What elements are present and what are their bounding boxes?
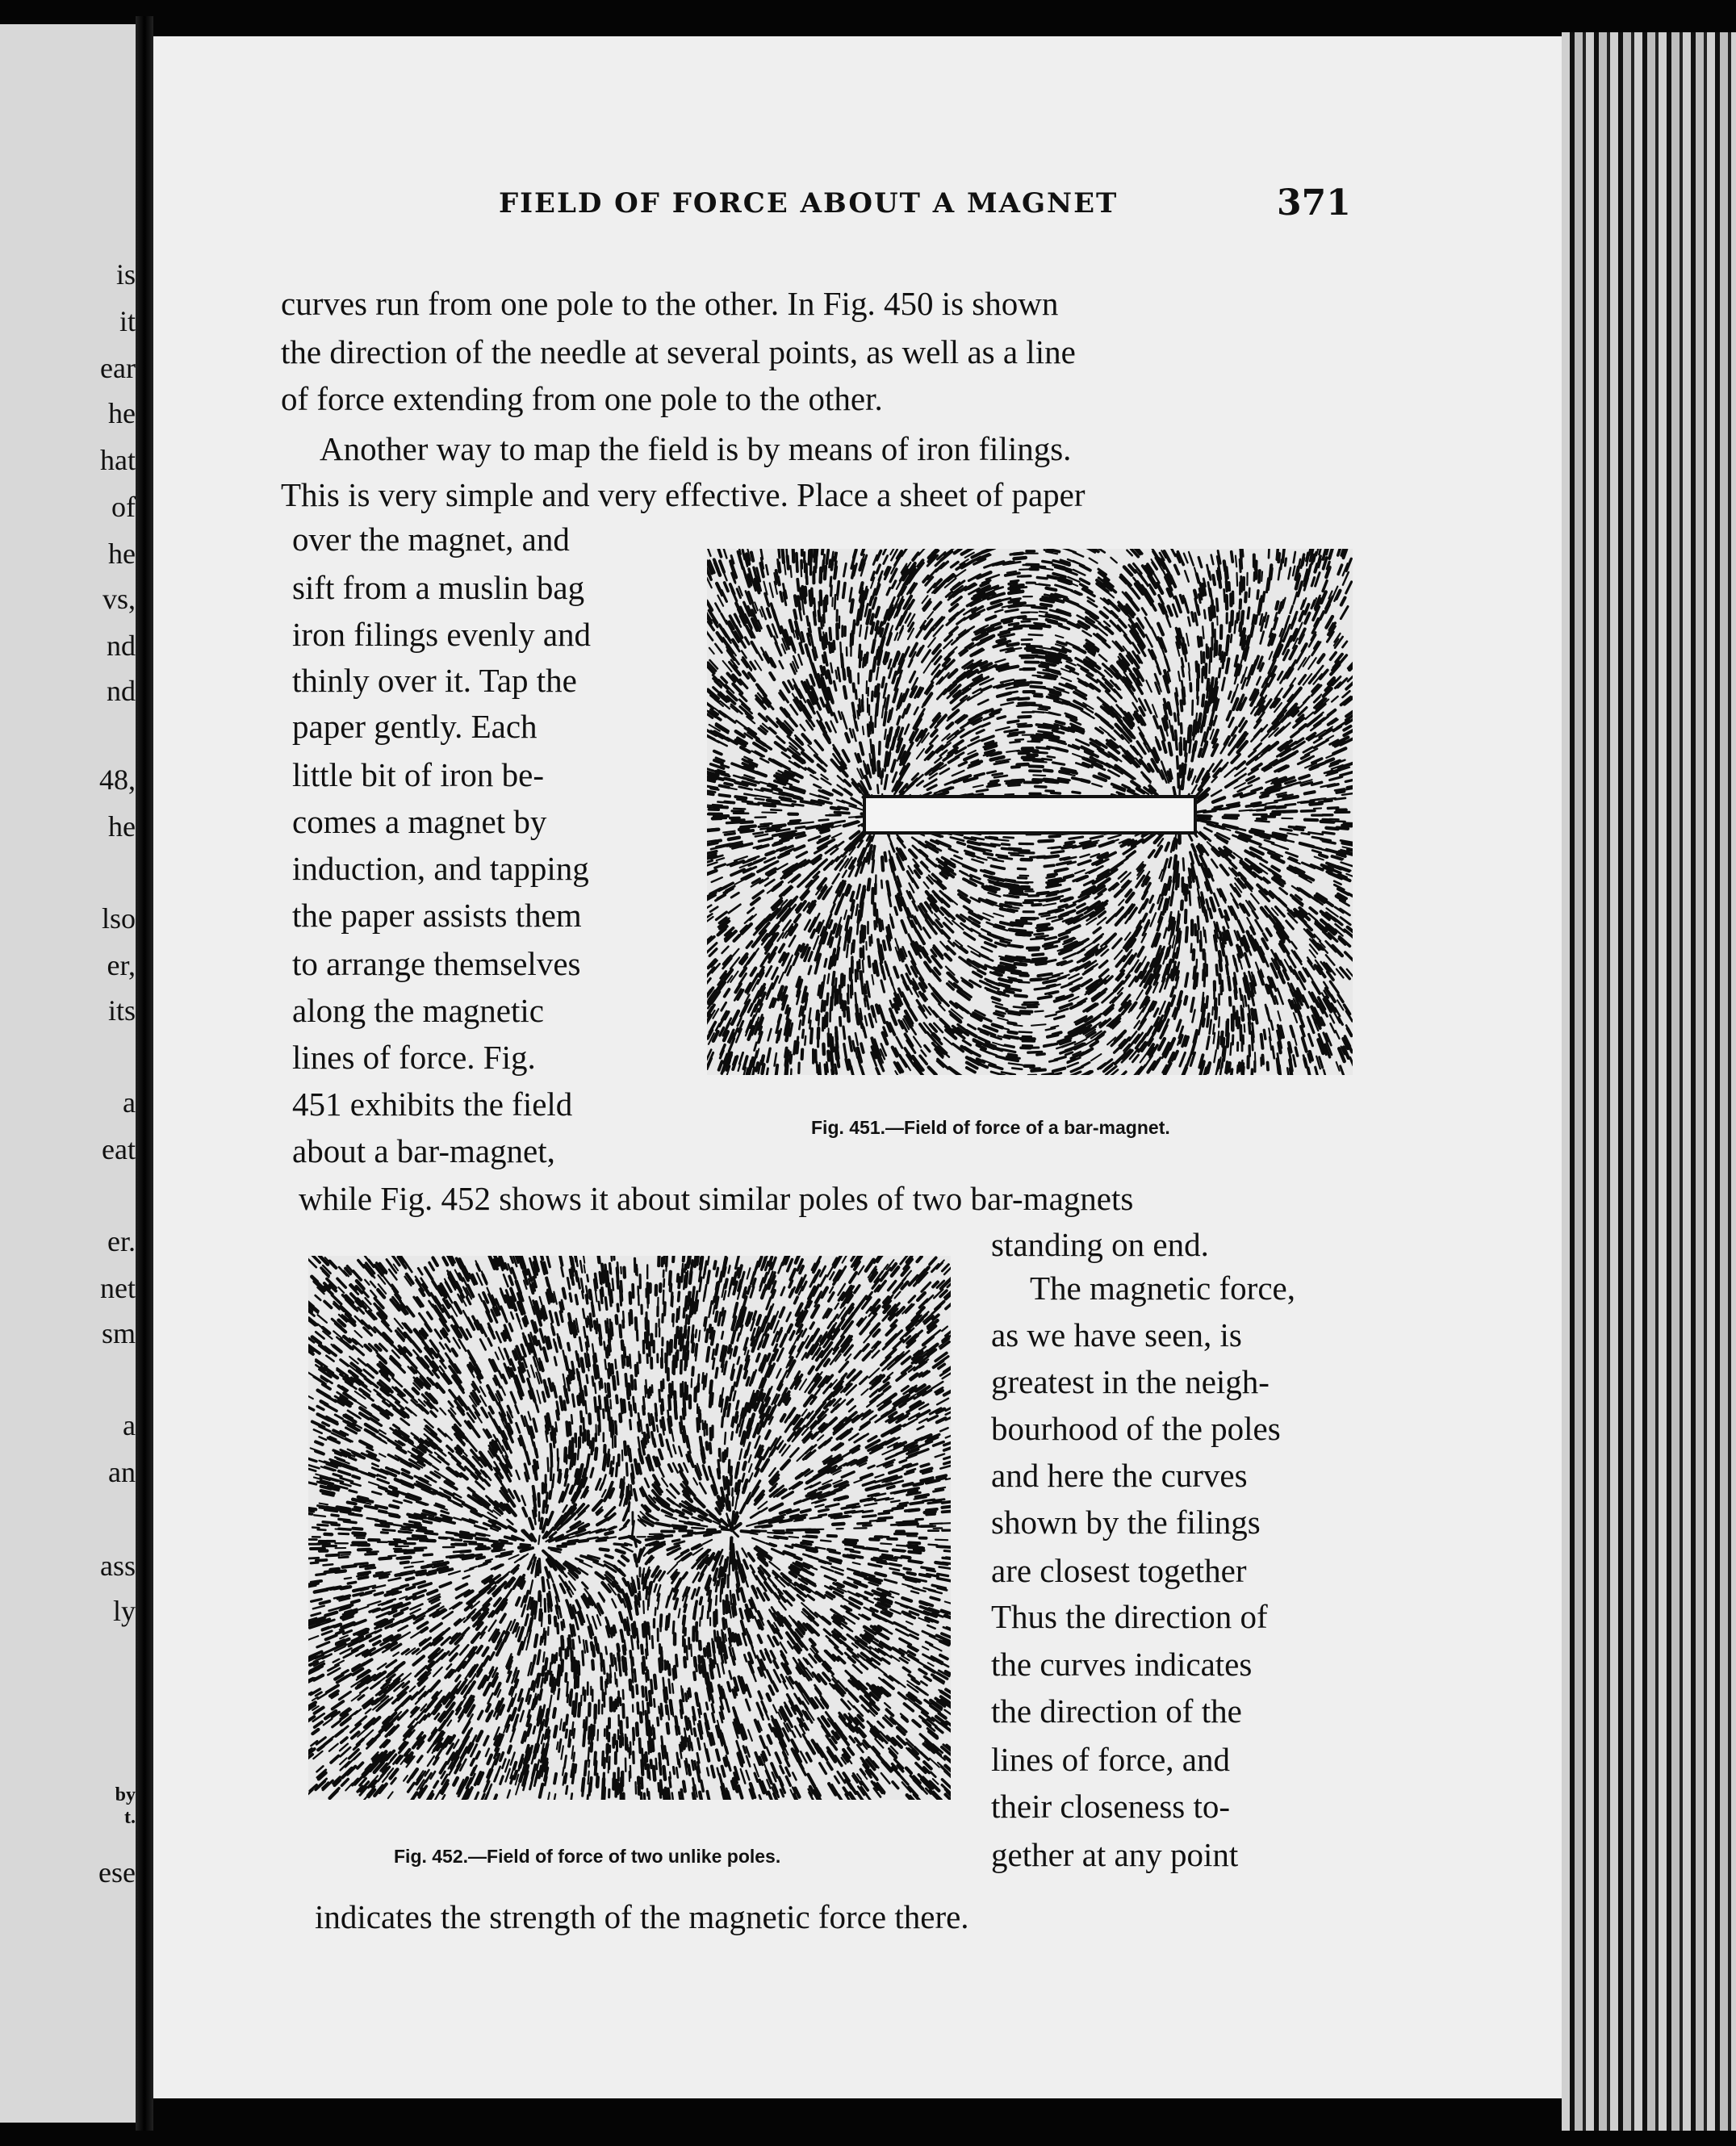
previous-page-fragment: a [123,1086,136,1119]
body-line: comes a magnet by [292,803,547,840]
previous-page-fragment: lso [101,902,136,935]
previous-page-fragment: it [119,305,136,337]
figure-451-bar-magnet-field [707,549,1353,1075]
body-line: This is very simple and very effective. Place a sheet of paper [281,476,1086,513]
body-line: induction, and tapping [292,850,589,887]
body-line: thinly over it. Tap the [292,662,577,699]
previous-page-fragment: ass [100,1550,136,1582]
previous-page-fragment: vs, [102,583,136,615]
iron-filings-bar-magnet-illustration [707,549,1353,1075]
previous-page-fragment: an [108,1456,136,1488]
body-line: of force extending from one pole to the other. [281,380,883,417]
previous-page-fragment: sm [101,1317,136,1349]
previous-page-fragment: he [108,538,136,570]
body-line: the direction of the [991,1692,1242,1730]
body-line: as we have seen, is [991,1316,1242,1353]
body-line: while Fig. 452 shows it about similar poles of two bar-magnets [299,1180,1134,1217]
body-line: the curves indicates [991,1646,1253,1683]
body-line: indicates the strength of the magnetic force there. [315,1898,969,1935]
body-line: lines of force. Fig. [292,1039,536,1076]
running-head: FIELD OF FORCE ABOUT A MAGNET [499,187,1119,220]
bar-magnet-shape [864,797,1195,833]
body-line: paper gently. Each [292,708,538,745]
previous-page-fragment: eat [102,1133,136,1165]
book-gutter [136,16,153,2131]
body-line: Another way to map the field is by means of iron filings. [320,430,1072,467]
previous-page-fragment: its [107,994,136,1027]
body-line: the paper assists them [292,897,582,934]
figure-452-caption: Fig. 452.—Field of force of two unlike poles. [394,1846,781,1867]
body-line: greatest in the neigh- [991,1363,1270,1400]
body-line: shown by the filings [991,1504,1261,1541]
page-number: 371 [1277,182,1351,224]
body-line: sift from a muslin bag [292,569,585,606]
previous-page-fragment: nd [107,675,136,707]
previous-page-fragment: net [100,1272,136,1304]
figure-452-two-poles-field [308,1256,951,1800]
previous-page-fragment: he [108,397,136,429]
body-line: about a bar-magnet, [292,1132,555,1169]
body-line: the direction of the needle at several points, as well as a line [281,333,1076,370]
body-line: over the magnet, and [292,521,570,558]
body-line: iron filings evenly and [292,616,592,653]
body-line: and here the curves [991,1457,1248,1494]
previous-page-edge [0,24,136,2123]
body-line: 451 exhibits the field [292,1086,573,1123]
previous-page-fragment: t. [124,1807,136,1828]
iron-filings-two-poles-illustration [308,1256,951,1800]
previous-page-fragment: ese [98,1856,136,1889]
previous-page-fragment: of [111,491,136,523]
body-line: standing on end. [991,1226,1209,1263]
body-line: bourhood of the poles [991,1410,1281,1447]
body-line: along the magnetic [292,992,544,1029]
figure-451-caption: Fig. 451.—Field of force of a bar-magnet. [811,1117,1170,1138]
body-line: lines of force, and [991,1741,1230,1778]
page-stack-edge [1562,32,1736,2131]
previous-page-fragment: er. [107,1225,136,1257]
body-line: are closest together [991,1552,1247,1589]
body-line: little bit of iron be- [292,756,544,793]
previous-page-fragment: by [115,1784,136,1805]
body-line: gether at any point [991,1836,1239,1873]
body-line: Thus the direction of [991,1598,1268,1635]
previous-page-fragment: hat [100,444,136,476]
previous-page-fragment: he [108,810,136,843]
previous-page-fragment: a [123,1409,136,1441]
previous-page-fragment: 48, [99,763,136,796]
previous-page-fragment: ear [100,352,136,384]
body-line: their closeness to- [991,1788,1231,1825]
previous-page-fragment: er, [107,949,136,981]
body-line: to arrange themselves [292,945,581,982]
body-line: The magnetic force, [1030,1270,1295,1307]
body-line: curves run from one pole to the other. In Fig. 450 is shown [281,285,1059,322]
previous-page-fragment: is [115,258,136,291]
previous-page-fragment: nd [107,630,136,662]
previous-page-fragment: ly [112,1595,136,1627]
